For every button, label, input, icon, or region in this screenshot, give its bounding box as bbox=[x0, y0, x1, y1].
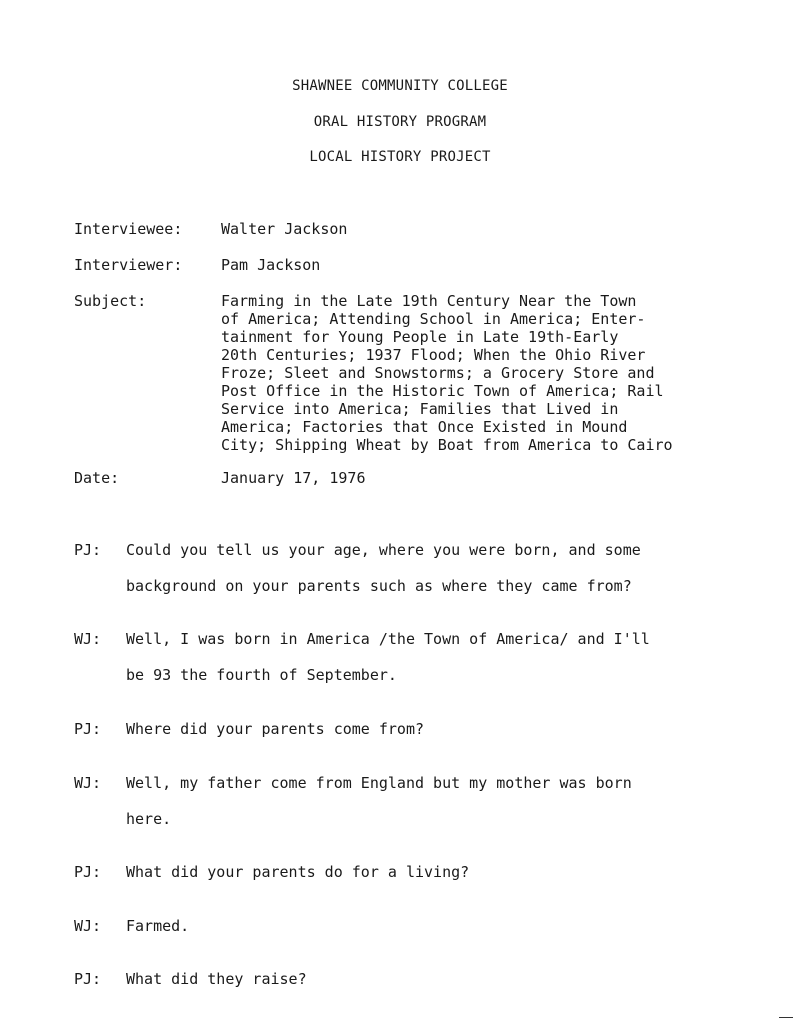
speaker-label: WJ: bbox=[74, 774, 102, 792]
subject-line: tainment for Young People in Late 19th-Early bbox=[221, 328, 619, 346]
utterance-line: here. bbox=[126, 810, 172, 828]
subject-line: Farming in the Late 19th Century Near the Town bbox=[221, 292, 637, 310]
speaker-label: PJ: bbox=[74, 541, 102, 559]
subject-text bbox=[221, 292, 673, 454]
speaker-label: PJ: bbox=[74, 720, 102, 738]
subject-label: Subject: bbox=[74, 292, 147, 310]
subject-line: Post Office in the Historic Town of America; Rail bbox=[221, 382, 664, 400]
interviewer-label: Interviewer: bbox=[74, 256, 183, 274]
interviewer-value: Pam Jackson bbox=[221, 256, 321, 274]
subject-line: of America; Attending School in America; Enter- bbox=[221, 310, 646, 328]
speaker-label: WJ: bbox=[74, 630, 102, 648]
utterance-line: Well, I was born in America /the Town of America/ and I'll bbox=[126, 630, 650, 648]
subject-line: Froze; Sleet and Snowstorms; a Grocery Store and bbox=[221, 364, 655, 382]
utterance-line: background on your parents such as where they came from? bbox=[126, 577, 632, 595]
utterance-line: What did your parents do for a living? bbox=[126, 863, 470, 881]
date-label: Date: bbox=[74, 469, 120, 487]
speaker-label: PJ: bbox=[74, 863, 102, 881]
subject-line: Service into America; Families that Lived in bbox=[221, 400, 619, 418]
speaker-label: WJ: bbox=[74, 917, 102, 935]
subject-line: City; Shipping Wheat by Boat from America to Cairo bbox=[221, 436, 673, 454]
subject-line: America; Factories that Once Existed in Mound bbox=[221, 418, 628, 436]
utterance-line: be 93 the fourth of September. bbox=[126, 666, 397, 684]
utterance-line: Well, my father come from England but my mother was born bbox=[126, 774, 632, 792]
speaker-label: PJ: bbox=[74, 970, 102, 988]
interviewee-label: Interviewee: bbox=[74, 220, 183, 238]
program-name: ORAL HISTORY PROGRAM bbox=[313, 114, 487, 130]
interviewee-value: Walter Jackson bbox=[221, 220, 348, 238]
subject-line: 20th Centuries; 1937 Flood; When the Ohio River bbox=[221, 346, 646, 364]
margin-mark bbox=[779, 1017, 793, 1018]
college-name: SHAWNEE COMMUNITY COLLEGE bbox=[292, 78, 508, 94]
project-name: LOCAL HISTORY PROJECT bbox=[309, 149, 491, 165]
utterance-line: Farmed. bbox=[126, 917, 190, 935]
utterance-line: What did they raise? bbox=[126, 970, 307, 988]
date-value: January 17, 1976 bbox=[221, 469, 366, 487]
utterance-line: Could you tell us your age, where you were born, and some bbox=[126, 541, 641, 559]
utterance-line: Where did your parents come from? bbox=[126, 720, 425, 738]
